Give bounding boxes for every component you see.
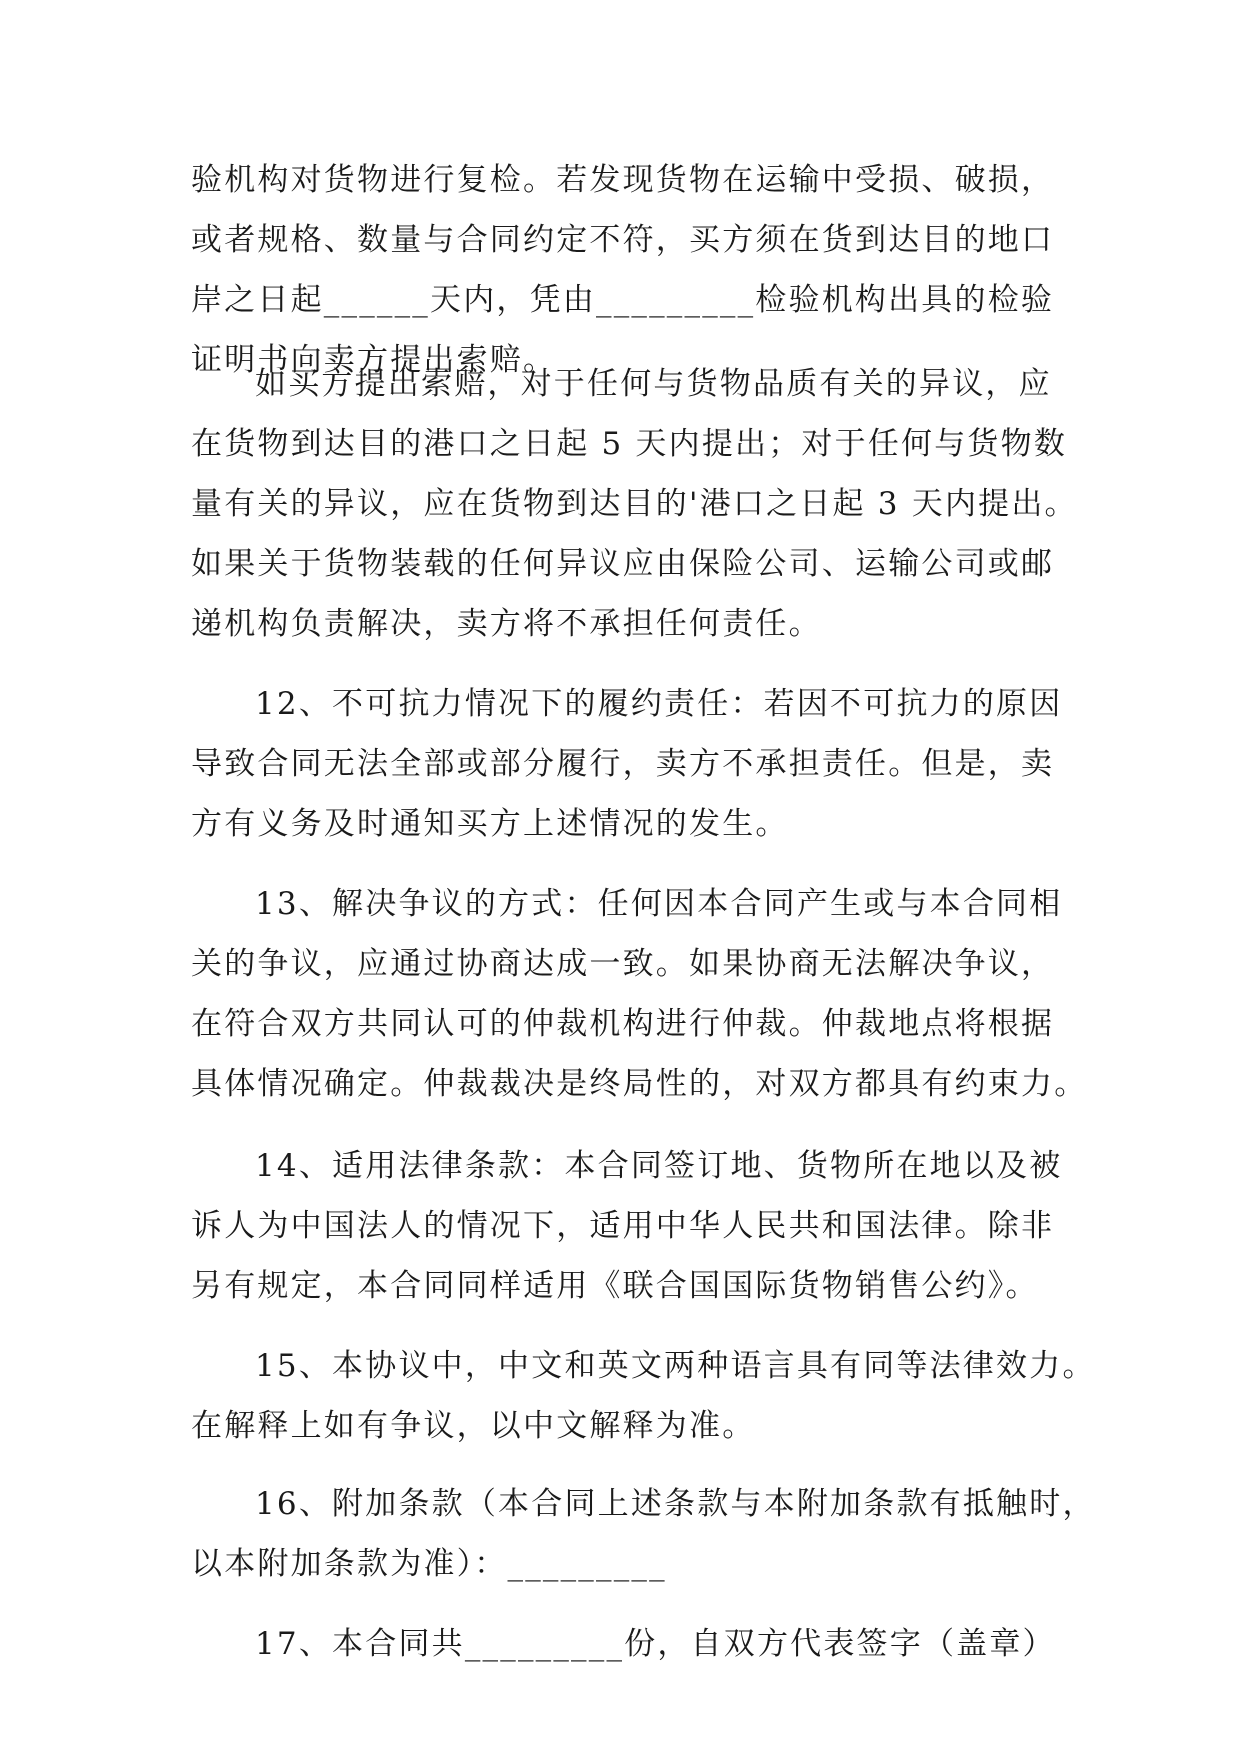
text-line: 在解释上如有争议，以中文解释为准。: [191, 1408, 756, 1444]
text-line: 岸之日起______天内，凭由_________检验机构出具的检验: [191, 282, 1055, 318]
text-line: 14、适用法律条款：本合同签订地、货物所在地以及被: [255, 1148, 1063, 1184]
text-line: 递机构负责解决，卖方将不承担任何责任。: [191, 606, 822, 642]
paragraph-clause-15: [191, 1336, 1096, 1456]
text-line: 验机构对货物进行复检。若发现货物在运输中受损、破损，: [191, 162, 1055, 198]
text-line: 以本附加条款为准）：_________: [191, 1546, 667, 1582]
text-line: 关的争议，应通过协商达成一致。如果协商无法解决争议，: [191, 946, 1055, 982]
text-line: 方有义务及时通知买方上述情况的发生。: [191, 806, 789, 842]
text-line: 在符合双方共同认可的仲裁机构进行仲裁。仲裁地点将根据: [191, 1006, 1055, 1042]
text-line: 导致合同无法全部或部分履行，卖方不承担责任。但是，卖: [191, 746, 1055, 782]
paragraph-clause-17: [191, 1614, 1071, 1674]
text-line: 13、解决争议的方式：任何因本合同产生或与本合同相: [255, 886, 1063, 922]
text-line: 具体情况确定。仲裁裁决是终局性的，对双方都具有约束力。: [191, 1066, 1088, 1102]
text-line: 诉人为中国法人的情况下，适用中华人民共和国法律。除非: [191, 1208, 1055, 1244]
paragraph-claims: [191, 354, 1078, 654]
text-line: 在货物到达目的港口之日起 5 天内提出；对于任何与货物数: [191, 426, 1068, 462]
text-line: 16、附加条款（本合同上述条款与本附加条款有抵触时，: [255, 1486, 1096, 1522]
text-line: 量有关的异议，应在货物到达目的'港口之日起 3 天内提出。: [191, 486, 1078, 522]
paragraph-clause-13: [191, 874, 1088, 1114]
paragraph-clause-16: [191, 1474, 1096, 1594]
text-line: 如果关于货物装载的任何异议应由保险公司、运输公司或邮: [191, 546, 1055, 582]
paragraph-clause-12: [191, 674, 1071, 854]
text-line: 另有规定，本合同同样适用《联合国国际货物销售公约》。: [191, 1268, 1039, 1304]
text-line: 如买方提出索赔，对于任何与货物品质有关的异议，应: [255, 366, 1052, 402]
text-line: 15、本协议中，中文和英文两种语言具有同等法律效力。: [255, 1348, 1096, 1384]
text-line: 12、不可抗力情况下的履约责任：若因不可抗力的原因: [255, 686, 1063, 722]
paragraph-clause-14: [191, 1136, 1071, 1316]
text-line: 证明书向卖方提出索赔。: [191, 342, 557, 378]
text-line: 17、本合同共_________份，自双方代表签字（盖章）: [255, 1626, 1056, 1662]
text-line: 或者规格、数量与合同约定不符，买方须在货到达目的地口: [191, 222, 1055, 258]
